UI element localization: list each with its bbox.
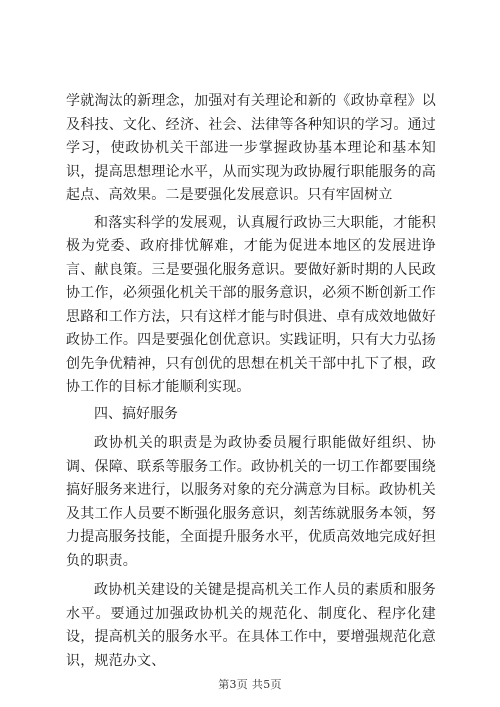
section-heading: 四、搞好服务 bbox=[94, 405, 178, 422]
document-body bbox=[66, 90, 436, 673]
paragraph-continuation: 学就淘汰的新理念，加强对有关理论和新的《政协章程》以及科技、文化、经济、社会、法律等各种知识的学习。通过学习，使政协机关干部进一步掌握政协基本理论和基本知识，提高思想理论水平，从而实现为政协履行职能服务的高起点、高效果。二是要强化发展意识。只有牢固树立 bbox=[66, 93, 436, 203]
paragraph-development: 和落实科学的发展观，认真履行政协三大职能，才能积极为党委、政府排忧解难，才能为促进本地区的发展进诤言、献良策。三是要强化服务意识。要做好新时期的人民政协工作，必须强化机关干部的服务意识，必须不断创新工作思路和工作方法，只有这样才能与时俱进、卓有成效地做好政协工作。四是要强化创优意识。实践证明，只有大力弘扬创先争优精神，只有创优的思想在机关干部中扎下了根，政协工作的目标才能顺利实现。 bbox=[66, 214, 436, 395]
paragraph-construction: 政协机关建设的关键是提高机关工作人员的素质和服务水平。要通过加强政协机关的规范化、制度化、程序化建设，提高机关的服务水平。在具体工作中，要增强规范化意识，规范办文、 bbox=[66, 582, 436, 669]
paragraph-duties: 政协机关的职责是为政协委员履行职能做好组织、协调、保障、联系等服务工作。政协机关的一切工作都要围绕搞好服务来进行，以服务对象的充分满意为目标。政协机关及其工作人员要不断强化服务意识，刻苦练就服务本领，努力提高服务技能，全面提升服务水平，优质高效地完成好担负的职责。 bbox=[66, 435, 436, 569]
page-footer: 第3页 共5页 bbox=[218, 678, 282, 691]
